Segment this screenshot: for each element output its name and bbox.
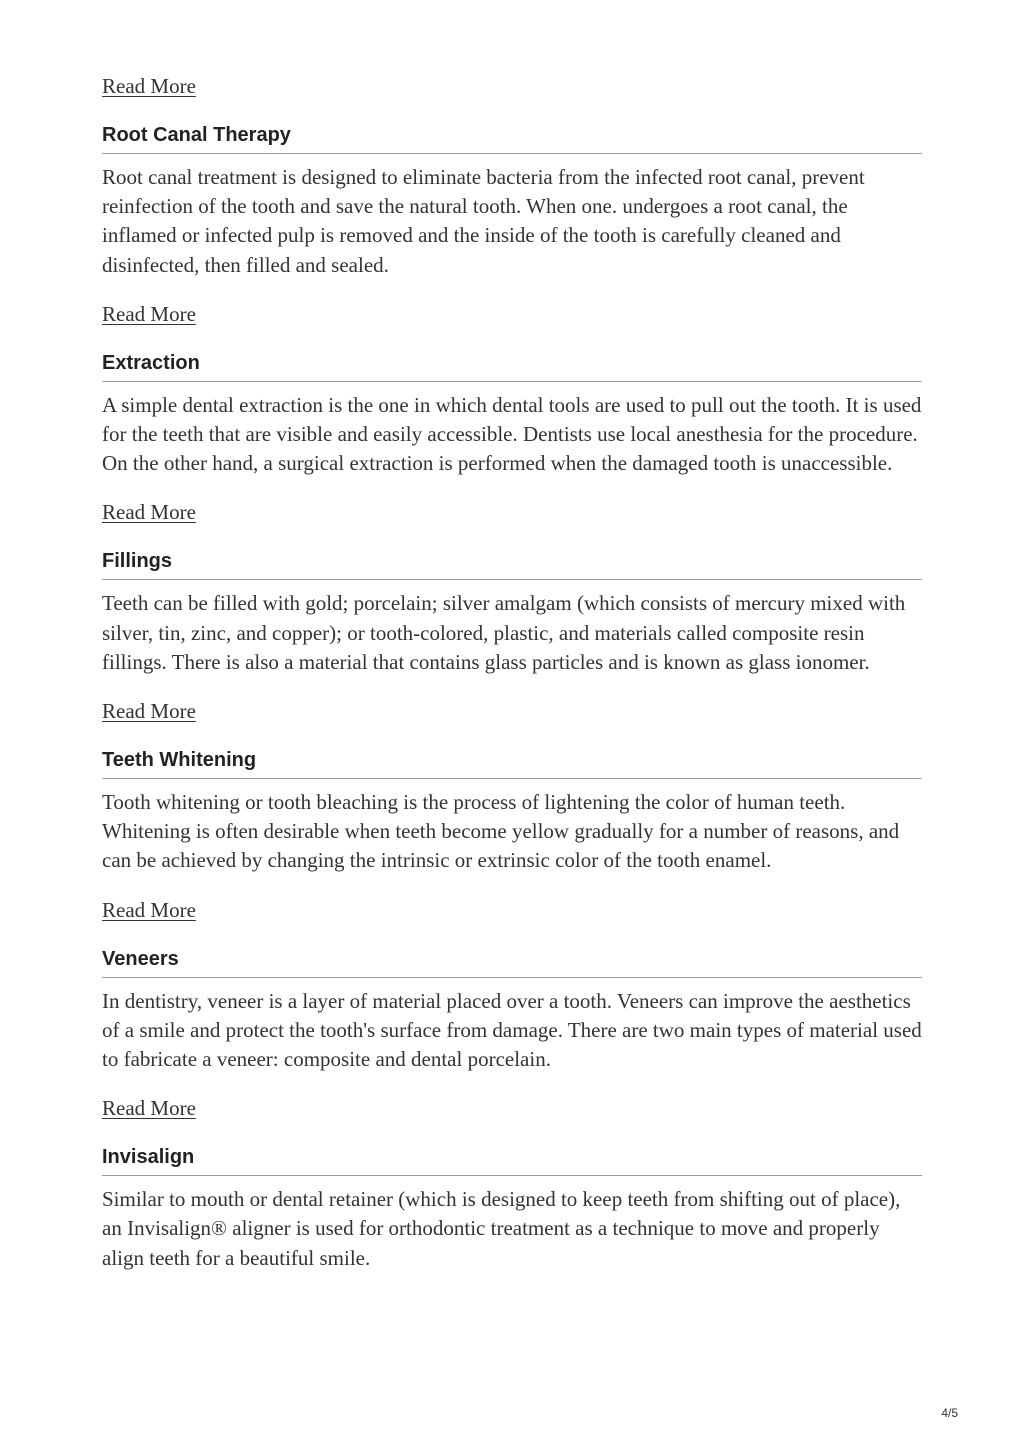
section-body: Tooth whitening or tooth bleaching is the process of lightening the color of human teeth. Whitening is often desirable when teeth become yellow gradually for a number of reasons, and can be achieved by changing the intrinsic or extrinsic color of the tooth enamel. bbox=[102, 790, 900, 873]
section-body: Root canal treatment is designed to eliminate bacteria from the infected root canal, prevent reinfection of the tooth and save the natural tooth. When one. undergoes a root canal, the inflamed or infected pulp is removed and the inside of the tooth is carefully cleaned and disinfected, then filled and sealed. bbox=[102, 165, 865, 277]
section-invisalign bbox=[102, 1144, 922, 1273]
section-heading: Root Canal Therapy bbox=[102, 122, 922, 154]
read-more-link[interactable]: Read More bbox=[102, 1096, 196, 1121]
section-teeth-whitening bbox=[102, 747, 922, 924]
read-more-link[interactable]: Read More bbox=[102, 74, 196, 98]
section-heading: Fillings bbox=[102, 548, 922, 580]
section-body: Similar to mouth or dental retainer (which is designed to keep teeth from shifting out of place), an Invisalign® aligner is used for orthodontic treatment as a technique to move and properly align teeth for a beautiful smile. bbox=[102, 1187, 901, 1270]
section-heading: Extraction bbox=[102, 350, 922, 382]
section-heading: Teeth Whitening bbox=[102, 747, 922, 779]
read-more-link[interactable]: Read More bbox=[102, 301, 196, 326]
read-more-link[interactable]: Read More bbox=[102, 699, 196, 724]
section-extraction bbox=[102, 350, 922, 527]
read-more-link[interactable]: Read More bbox=[102, 500, 196, 525]
page-number: 4/5 bbox=[941, 1406, 958, 1420]
section-veneers bbox=[102, 946, 922, 1123]
section-body: Teeth can be filled with gold; porcelain; silver amalgam (which consists of mercury mixed with silver, tin, zinc, and copper); or tooth-colored, plastic, and materials called composite resin fillings. There is also a material that contains glass particles and is known as glass ionomer. bbox=[102, 591, 906, 674]
section-body: In dentistry, veneer is a layer of material placed over a tooth. Veneers can improve the aesthetics of a smile and protect the tooth's surface from damage. There are two main types of material used to fabricate a veneer: composite and dental porcelain. bbox=[102, 988, 922, 1072]
section-root-canal-therapy bbox=[102, 122, 922, 328]
read-more-link[interactable]: Read More bbox=[102, 897, 196, 922]
document-page bbox=[102, 0, 922, 1273]
section-fillings bbox=[102, 548, 922, 725]
section-heading: Veneers bbox=[102, 946, 922, 978]
section-body: A simple dental extraction is the one in which dental tools are used to pull out the tooth. It is used for the teeth that are visible and easily accessible. Dentists use local anesthesia for the procedure. On the other hand, a surgical extraction is performed when the damaged tooth is unaccessible. bbox=[102, 392, 922, 476]
section-heading: Invisalign bbox=[102, 1144, 922, 1176]
